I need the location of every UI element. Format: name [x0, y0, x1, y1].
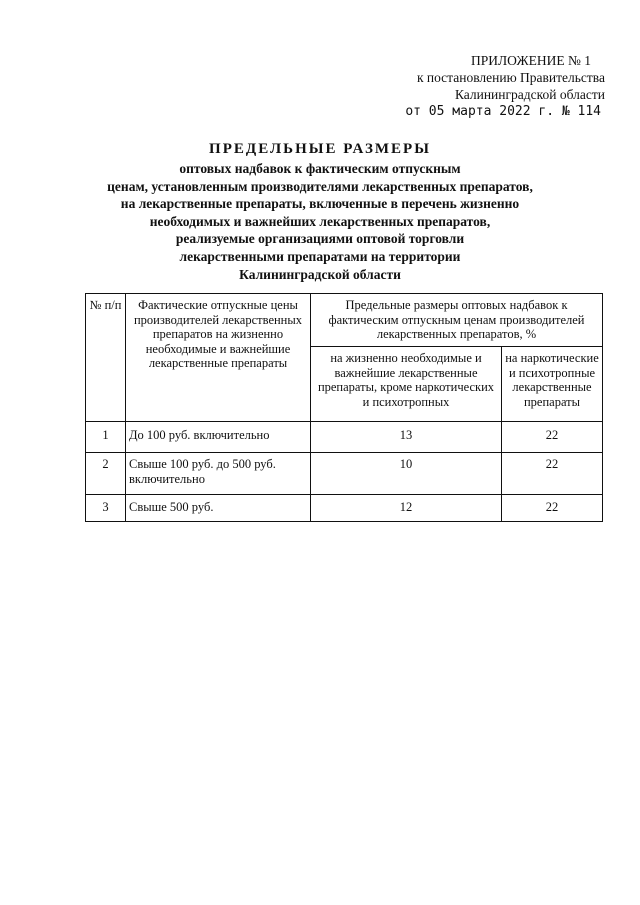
table-row [86, 422, 603, 453]
title-line: оптовых надбавок к фактическим отпускным [179, 161, 461, 176]
markup-limits-table [85, 293, 603, 522]
row-num: 3 [86, 495, 126, 522]
appendix-header [380, 52, 605, 120]
row-num: 1 [86, 422, 126, 453]
header-vital-drugs: на жизненно необходимые и важнейшие лекарственные препараты, кроме наркотических и психотропных [311, 347, 502, 422]
row-price-range: Свыше 100 руб. до 500 руб. включительно [126, 453, 311, 495]
title-line: ценам, установленным производителями лекарственных препаратов, [107, 178, 533, 194]
appendix-date-number: от 05 марта 2022 г. № 114 [405, 104, 601, 119]
appendix-title: ПРИЛОЖЕНИЕ № 1 [470, 53, 591, 68]
title-line: на лекарственные препараты, включенные в перечень жизненно [120, 196, 520, 212]
appendix-region: Калининградской области [454, 87, 605, 102]
row-vital-markup: 13 [311, 422, 502, 453]
row-num: 2 [86, 453, 126, 495]
row-narcotic-markup: 22 [502, 453, 603, 495]
row-vital-markup: 12 [311, 495, 502, 522]
document-title [60, 140, 580, 283]
header-num: № п/п [86, 294, 126, 422]
row-price-range: До 100 руб. включительно [126, 422, 311, 453]
title-line: Калининградской области [239, 266, 401, 282]
table-header-row [86, 294, 603, 347]
title-line: необходимых и важнейших лекарственных препаратов, [149, 213, 491, 229]
header-narcotic-drugs: на наркотические и психотропные лекарственные препараты [502, 347, 603, 422]
title-line: лекарственными препаратами на территории [179, 248, 461, 264]
row-vital-markup: 10 [311, 453, 502, 495]
row-narcotic-markup: 22 [502, 495, 603, 522]
row-price-range: Свыше 500 руб. [126, 495, 311, 522]
header-price: Фактические отпускные цены производителей лекарственных препаратов на жизненно необходимые и важнейшие лекарственные препараты [126, 294, 311, 422]
appendix-reference: к постановлению Правительства [416, 70, 605, 85]
title-line: реализуемые организациями оптовой торговли [175, 231, 465, 247]
title-main: ПРЕДЕЛЬНЫЕ РАЗМЕРЫ [209, 141, 431, 157]
table-row [86, 495, 603, 522]
table-row [86, 453, 603, 495]
header-markup-group: Предельные размеры оптовых надбавок к фактическим отпускным ценам производителей лекарственных препаратов, % [311, 294, 603, 347]
row-narcotic-markup: 22 [502, 422, 603, 453]
